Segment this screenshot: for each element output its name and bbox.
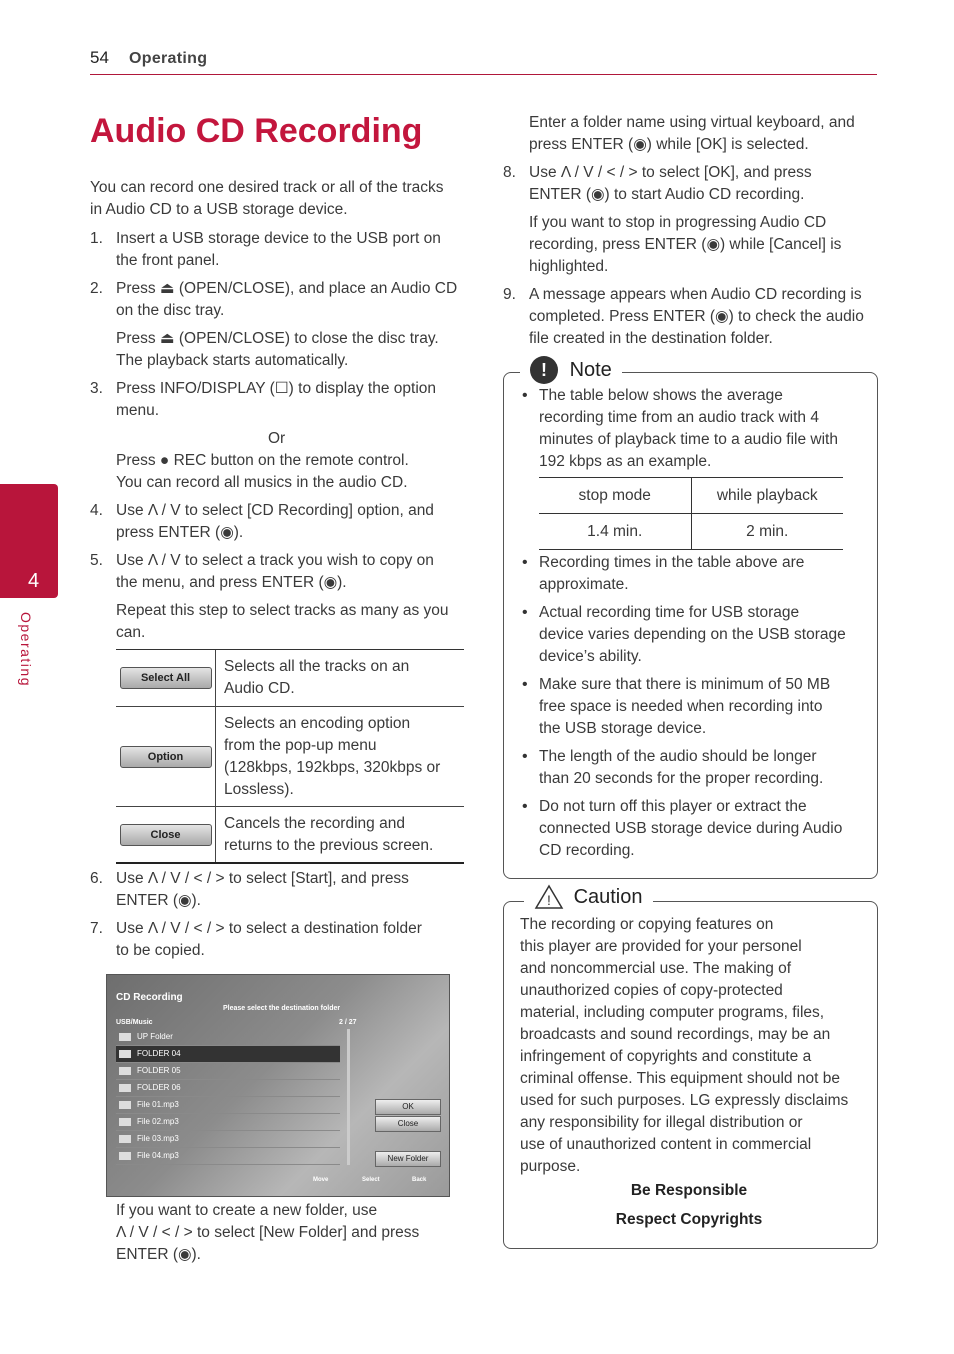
step-number: 2. <box>90 280 103 297</box>
svg-text:!: ! <box>547 892 551 908</box>
step-8-extra <box>529 212 841 278</box>
folder-icon <box>119 1050 131 1058</box>
step-line: Repeat this step to select tracks as many as you <box>116 602 449 619</box>
intro-line: in Audio CD to a USB storage device. <box>90 201 348 218</box>
list-item: File 01.mp3 <box>116 1097 340 1114</box>
header-rule <box>90 74 877 75</box>
step-4 <box>116 500 434 544</box>
note-bullet: • Do not turn off this player or extract the connected USB storage device during Audio CD recording. <box>539 796 842 862</box>
screen-counter: 2 / 27 <box>339 1019 357 1026</box>
step-line: completed. Press ENTER (◉) to check the audio <box>529 308 864 325</box>
step-8 <box>529 162 812 206</box>
page-title: Audio CD Recording <box>90 112 423 150</box>
page-number: 54 <box>90 48 109 67</box>
footer-back: Back <box>412 1177 427 1183</box>
folder-icon <box>119 1067 131 1075</box>
folder-icon <box>119 1084 131 1092</box>
note-heading: ! Note <box>520 356 622 384</box>
step-number: 8. <box>503 164 516 181</box>
music-file-icon <box>119 1152 131 1160</box>
table-cell: Cancels the recording and returns to the previous screen. <box>224 815 434 854</box>
table-cell: Selects an encoding option from the pop-up menu (128kbps, 192kbps, 320kbps or Lossless). <box>224 715 441 798</box>
step-line: If you want to stop in progressing Audio CD <box>529 214 827 231</box>
step-line: press ENTER (◉) while [OK] is selected. <box>529 136 809 153</box>
step-7-extra <box>116 1200 419 1266</box>
exclamation-icon: ! <box>530 356 558 384</box>
ok-button: OK <box>375 1099 441 1115</box>
table-row <box>116 650 464 707</box>
step-number: 1. <box>90 230 103 247</box>
intro <box>90 177 470 221</box>
intro-line: You can record one desired track or all of the tracks <box>90 179 444 196</box>
step-7 <box>116 918 422 962</box>
step-line: Use Λ / V to select a track you wish to copy on <box>116 552 434 569</box>
step-9 <box>529 284 864 350</box>
step-7-continued <box>529 112 855 156</box>
step-number: 5. <box>90 552 103 569</box>
list-item: FOLDER 04 <box>116 1046 340 1063</box>
list-item: FOLDER 05 <box>116 1063 340 1080</box>
step-line: Λ / V / < / > to select [New Folder] and press <box>116 1224 420 1241</box>
step-line: highlighted. <box>529 258 609 275</box>
chapter-number: 4 <box>28 570 40 592</box>
button-table <box>116 649 464 864</box>
slogan-responsible: Be Responsible <box>630 1182 748 1199</box>
table-row: stop mode while playback <box>539 478 843 513</box>
step-line: Insert a USB storage device to the USB port on <box>116 230 441 247</box>
step-line: Press INFO/DISPLAY (☐) to display the option <box>116 380 437 397</box>
list-item: FOLDER 06 <box>116 1080 340 1097</box>
chapter-label: Operating <box>18 612 34 687</box>
step-line: the menu, and press ENTER (◉). <box>116 574 347 591</box>
new-folder-button: New Folder <box>375 1151 441 1167</box>
list-item: UP Folder <box>116 1029 340 1046</box>
step-3 <box>116 378 436 422</box>
slogan-copyrights: Respect Copyrights <box>615 1211 763 1228</box>
screen-title: CD Recording <box>116 992 183 1003</box>
step-5 <box>116 550 434 594</box>
step-5-extra <box>116 600 449 644</box>
table-row <box>116 707 464 807</box>
footer-move: Move <box>313 1177 329 1183</box>
step-line: file created in the destination folder. <box>529 330 773 347</box>
list-item: File 03.mp3 <box>116 1131 340 1148</box>
step-line: Use Λ / V / < / > to select [Start], and press <box>116 870 409 887</box>
step-number: 3. <box>90 380 103 397</box>
recording-time-table <box>539 477 843 550</box>
scrollbar <box>347 1029 350 1165</box>
step-number: 7. <box>90 920 103 937</box>
step-line: press ENTER (◉). <box>116 524 244 541</box>
close-button: Close <box>375 1116 441 1132</box>
step-line: ENTER (◉). <box>116 892 201 909</box>
list-item: File 04.mp3 <box>116 1148 340 1165</box>
step-number: 4. <box>90 502 103 519</box>
step-2-extra <box>116 328 439 372</box>
caution-heading: ! Caution <box>524 884 653 910</box>
music-file-icon <box>119 1118 131 1126</box>
warning-icon <box>534 884 564 910</box>
step-line: recording, press ENTER (◉) while [Cancel] is <box>529 236 842 253</box>
table-cell: Selects all the tracks on an Audio CD. <box>224 658 410 697</box>
step-line: Enter a folder name using virtual keyboard, and <box>529 114 855 131</box>
section-title: Operating <box>129 50 208 67</box>
note-bullet: • Actual recording time for USB storage device varies depending on the USB storage device’s ability. <box>539 602 846 668</box>
step-line: ENTER (◉). <box>116 1246 201 1263</box>
step-line: the front panel. <box>116 252 220 269</box>
step-line: on the disc tray. <box>116 302 225 319</box>
note-bullet: • Recording times in the table above are approximate. <box>539 552 804 596</box>
step-line: ENTER (◉) to start Audio CD recording. <box>529 186 805 203</box>
list-item: File 02.mp3 <box>116 1114 340 1131</box>
screen-path: USB/Music <box>116 1019 153 1026</box>
step-6 <box>116 868 409 912</box>
music-file-icon <box>119 1135 131 1143</box>
step-1 <box>116 228 441 272</box>
screen-prompt: Please select the destination folder <box>223 1005 341 1012</box>
footer-select: Select <box>362 1177 380 1183</box>
step-line: A message appears when Audio CD recording is <box>529 286 862 303</box>
note-bullet: • The length of the audio should be longer than 20 seconds for the proper recording. <box>539 746 823 790</box>
step-number: 9. <box>503 286 516 303</box>
step-line: Use Λ / V to select [CD Recording] option, and <box>116 502 434 519</box>
folder-up-icon <box>119 1033 131 1041</box>
step-line: to be copied. <box>116 942 205 959</box>
option-button: Option <box>120 746 212 768</box>
step-line: Use Λ / V / < / > to select a destination folder <box>116 920 422 937</box>
step-line: menu. <box>116 402 160 419</box>
step-3-extra <box>116 450 409 494</box>
step-line: You can record all musics in the audio CD. <box>116 474 408 491</box>
step-line: Press ● REC button on the remote control. <box>116 452 409 469</box>
note-bullet: • Make sure that there is minimum of 50 MB free space is needed when recording into the USB storage device. <box>539 674 830 740</box>
table-row: 1.4 min. 2 min. <box>539 513 843 549</box>
close-button: Close <box>120 824 212 846</box>
cd-recording-screenshot <box>106 974 450 1197</box>
note-bullet: • The table below shows the average recording time from an audio track with 4 minutes of playback time to a audio file with 192 kbps as an example. <box>539 385 838 473</box>
select-all-button: Select All <box>120 667 212 689</box>
caution-text: The recording or copying features on this player are provided for your personel and noncommercial use. The making of unauthorized copies of copy-protected material, including computer programs, files, broadcasts and sound recordings, may be an infringement of copyrights and constitute a criminal offense. This equipment should not be used for such purposes. LG expressly disclaims any responsibility for illegal distribution or use of unauthorized content in commercial purpose. <box>520 916 849 1175</box>
step-line: The playback starts automatically. <box>116 352 349 369</box>
step-line: If you want to create a new folder, use <box>116 1202 378 1219</box>
step-line: Press ⏏ (OPEN/CLOSE), and place an Audio CD <box>116 280 458 297</box>
or-text: Or <box>268 430 286 447</box>
step-line: Press ⏏ (OPEN/CLOSE) to close the disc tray. <box>116 330 439 347</box>
step-line: can. <box>116 624 146 641</box>
step-line: Use Λ / V / < / > to select [OK], and press <box>529 164 812 181</box>
step-2 <box>116 278 457 322</box>
step-number: 6. <box>90 870 103 887</box>
music-file-icon <box>119 1101 131 1109</box>
table-row <box>116 807 464 862</box>
